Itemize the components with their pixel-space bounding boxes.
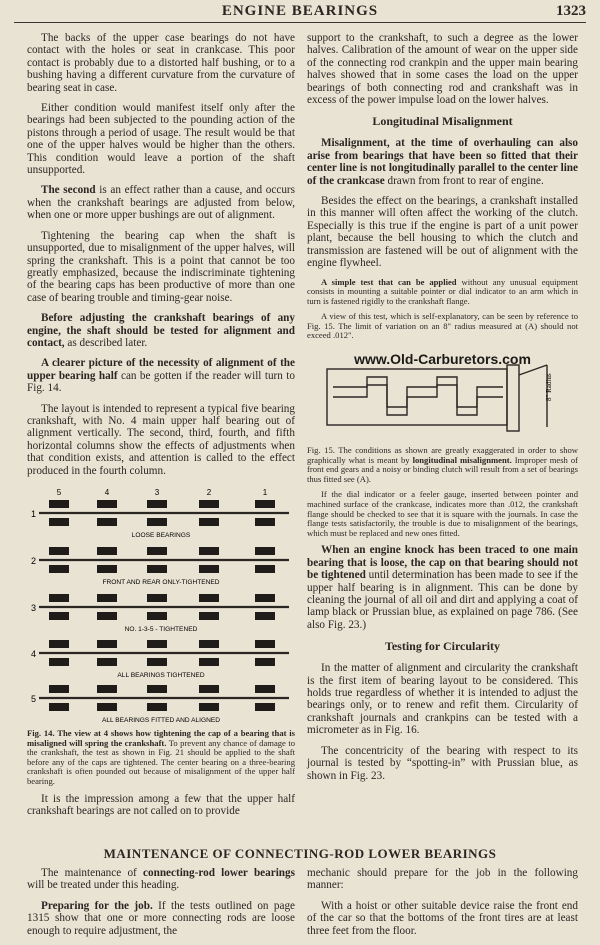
upper-bearing [255, 685, 275, 693]
bold-text: Preparing for the job. [41, 899, 153, 912]
pointer-arm [519, 365, 547, 375]
paragraph: Besides the effect on the bearings, a crankshaft installed in this manner will often affect the working of the clutch. Especially is this true if the engine is part of a unit power plant, because the bell housing to which the clutch and transmission are fastened will be out of alignment with the engine flywheel. [307, 195, 578, 270]
lower-bearing [199, 703, 219, 711]
bold-text: The second [41, 184, 96, 197]
text: until determination has been made to see if the upper half bearing is in alignment. This can be done by cleaning the journal of all oil and dirt and applying a coat of lamp black or Prussian blue, as explained on page 786. (See also Fig. 23.) [307, 569, 578, 631]
lower-bearing [147, 612, 167, 620]
paragraph [27, 900, 295, 937]
column-number: 3 [154, 488, 160, 497]
page-number: 1323 [556, 3, 586, 19]
text: will be treated under this heading. [27, 879, 180, 892]
upper-bearing [147, 640, 167, 648]
lower-bearing [49, 565, 69, 573]
paragraph: The concentricity of the bearing with respect to its journal is tested by “spotting-in” with Prussian blue, as shown in Fig. 23. [307, 744, 578, 782]
upper-bearing [255, 640, 275, 648]
row-label: ALL BEARINGS FITTED AND ALIGNED [101, 717, 221, 724]
row-number: 5 [31, 694, 37, 704]
lower-bearing [147, 658, 167, 666]
lower-bearing [97, 703, 117, 711]
small-paragraph: If the dial indicator or a feeler gauge, inserted between pointer and machined surface of the crankcase, indicates more than .012, the crankshaft flange should be checked to see that it is square with the journals. In case the flange tests satisfactorily, the trouble is due to misalignment of the bearings, which must be replaced and new ones fitted. [307, 489, 578, 538]
upper-bearing [49, 640, 69, 648]
lower-bearing [97, 565, 117, 573]
text: Improper mesh of front end gears and a noisy or binding clutch will result from a set of bearings thus fitted see (A). [307, 454, 578, 484]
crankshaft-bearing-diagram [27, 485, 295, 725]
row-label: ALL BEARINGS TIGHTENED [117, 672, 205, 679]
column-number: 2 [206, 488, 212, 497]
text: without any unusual equipment consists in mounting a suitable pointer or dial indicator to an arm which in turn is fastened rigidly to the crankshaft flange. [307, 276, 578, 306]
upper-bearing [97, 685, 117, 693]
bottom-left-column [27, 867, 295, 945]
lower-bearing [147, 565, 167, 573]
upper-bearing [199, 685, 219, 693]
heading-testing-for-circularity: Testing for Circularity [384, 639, 501, 654]
right-column [307, 32, 578, 790]
upper-bearing [97, 500, 117, 508]
lower-bearing [199, 658, 219, 666]
paragraph: mechanic should prepare for the job in the following manner: [307, 867, 578, 892]
upper-bearing [255, 547, 275, 555]
lower-bearing [199, 565, 219, 573]
row-number: 1 [31, 509, 37, 519]
upper-bearing [49, 685, 69, 693]
upper-bearing [97, 640, 117, 648]
paragraph: In the matter of alignment and circularity the crankshaft is the first item of bearing layout to be considered. This holds true regardless of whether it is intended to adjust the bearings only, or to renew and refit them. Circularity of crankshaft journals and crankpins can be tested with a micrometer as in Fig. 16. [307, 662, 578, 737]
text: Fig. 15. The conditions as shown are greatly exaggerated in order to show graphically what is meant by [307, 445, 578, 465]
lower-bearing [255, 612, 275, 620]
paragraph: With a hoist or other suitable device raise the front end of the car so that the bottoms of the front tires are at least three feet from the floor. [307, 899, 578, 937]
section-heading: MAINTENANCE OF CONNECTING-ROD LOWER BEARINGS [103, 846, 497, 861]
row-number: 4 [31, 649, 37, 659]
text: drawn from front to rear of engine. [384, 174, 544, 187]
lower-bearing [255, 658, 275, 666]
paragraph: It is the impression among a few that the upper half crankshaft bearings are not called on to provide [27, 792, 295, 817]
lower-bearing [255, 703, 275, 711]
paragraph [27, 184, 295, 221]
bold-text: Fig. 14. The view at 4 shows how tightening the cap of a bearing that is misaligned will spring the crankshaft. [27, 728, 295, 748]
upper-bearing [199, 640, 219, 648]
bold-text: Before adjusting the crankshaft bearings of any engine, the shaft should be tested for alignment and contact, [27, 312, 295, 349]
bold-text: Misalignment, at the time of overhauling can also arise from bearings that have been so fitted that their center line is not longitudinally parallel to the center line of the crankcase [307, 137, 578, 187]
lower-bearing [49, 658, 69, 666]
row-number: 3 [31, 603, 37, 613]
lower-bearing [97, 612, 117, 620]
row-label: FRONT AND REAR ONLY-TIGHTENED [102, 579, 220, 586]
paragraph: The backs of the upper case bearings do not have contact with the holes or seat in crankcase. This poor contact is probably due to a distorted half bushing, or to a bushing having a different curvature from the curvature of bearing seat in case. [27, 32, 295, 94]
upper-bearing [97, 594, 117, 602]
upper-bearing [255, 500, 275, 508]
paragraph [27, 357, 295, 394]
column-number: 5 [56, 488, 62, 497]
small-paragraph [307, 278, 578, 307]
lower-bearing [49, 703, 69, 711]
column-number: 1 [262, 488, 268, 497]
paragraph: Either condition would manifest itself only after the bearings had been subjected to the pounding action of the pistons through a period of usage. The result would be that one of the upper halves would be higher than the others. This condition would leave a portion of the shaft unsupported. [27, 102, 295, 177]
upper-bearing [147, 685, 167, 693]
radius-label: 8" Radius [545, 373, 553, 402]
small-paragraph: A view of this test, which is self-explanatory, can be seen by reference to Fig. 15. The limit of variation on an 8" radius measured at (A) should not exceed .012". [307, 311, 578, 341]
paragraph: The layout is intended to represent a typical five bearing crankshaft, with No. 4 main upper half bearing out of alignment vertically. The second, third, fourth, and fifth horizontal columns show the effects of adjustments when that condition exists, and attention is called to the effect produced in the fourth column. [27, 402, 295, 477]
lower-bearing [199, 612, 219, 620]
paragraph [27, 867, 295, 892]
bold-text: longitudinal misalignment. [409, 454, 512, 465]
text: can be gotten if the reader will turn to Fig. 14. [27, 369, 295, 395]
paragraph [307, 137, 578, 187]
upper-bearing [255, 594, 275, 602]
upper-bearing [199, 547, 219, 555]
column-number: 4 [104, 488, 110, 497]
lower-bearing [49, 518, 69, 526]
left-column [27, 32, 295, 825]
upper-bearing [97, 547, 117, 555]
lower-bearing [147, 518, 167, 526]
bold-text: A simple test that can be applied [321, 276, 457, 287]
upper-bearing [147, 500, 167, 508]
heading-longitudinal-misalignment: Longitudinal Misalignment [372, 114, 513, 129]
text: is an effect rather than a cause, and occurs when the crankshaft bearings are adjusted from below, when one or more upper bushings are out of alignment. [27, 184, 295, 222]
lower-bearing [255, 518, 275, 526]
upper-bearing [49, 500, 69, 508]
figure-15-caption [307, 446, 578, 484]
upper-bearing [49, 594, 69, 602]
bold-text: When an engine knock has been traced to one main bearing that is loose, the cap on that bearing should not be tightened [307, 544, 578, 582]
row-number: 2 [31, 556, 37, 566]
upper-bearing [147, 547, 167, 555]
page-header [14, 2, 586, 23]
upper-bearing [49, 547, 69, 555]
flywheel-flange [507, 365, 519, 431]
text: To prevent any chance of damage to the crankshaft, the test as shown in Fig. 21 should be applied to the shaft before any of the caps are tightened. The center bearing on a three-bearing crankshaft is often pounded out because of misalignment of the upper half bearing. [27, 737, 296, 786]
paragraph [27, 312, 295, 349]
row-label: LOOSE BEARINGS [131, 532, 191, 539]
lower-bearing [97, 658, 117, 666]
lower-bearing [147, 703, 167, 711]
bold-text: A clearer picture of the necessity of alignment of the upper bearing half [27, 357, 295, 382]
text: The maintenance of [41, 867, 144, 879]
lower-bearing [255, 565, 275, 573]
watermark: www.Old-Carburetors.com [354, 351, 531, 368]
longitudinal-misalignment-diagram [307, 347, 578, 442]
upper-bearing [199, 594, 219, 602]
upper-bearing [199, 500, 219, 508]
lower-bearing [49, 612, 69, 620]
upper-bearing [147, 594, 167, 602]
figure-14 [27, 485, 295, 725]
text: If the tests outlined on page 1315 show that one or more connecting rods are loose enough to require adjustment, the [27, 899, 296, 937]
figure-14-caption [27, 729, 295, 787]
paragraph: Tightening the bearing cap when the shaft is unsupported, due to misalignment of the upper halves, will spring the crankshaft. This is a point that cannot be too greatly emphasized, because the indiscriminate tightening of the bearing caps has been productive of more than one case of bearing trouble and timing-gear noise. [27, 229, 295, 304]
lower-bearing [199, 518, 219, 526]
lower-bearing [97, 518, 117, 526]
bold-text: connecting-rod lower bearings [143, 867, 295, 879]
paragraph: support to the crankshaft, to such a degree as the lower halves. Calibration of the amount of wear on the upper side of the connecting rod crankpin and the upper main bearing halves showed that in some cases the load on the upper bearings of both connecting rod and crankshaft was in excess of the power impulse load on the lower halves. [307, 32, 578, 107]
figure-15 [307, 347, 578, 442]
paragraph [307, 544, 578, 631]
running-title: ENGINE BEARINGS [221, 3, 379, 19]
text: as described later. [64, 336, 148, 349]
bottom-right-column [307, 867, 578, 945]
row-label: NO. 1-3-5 - TIGHTENED [124, 626, 198, 633]
